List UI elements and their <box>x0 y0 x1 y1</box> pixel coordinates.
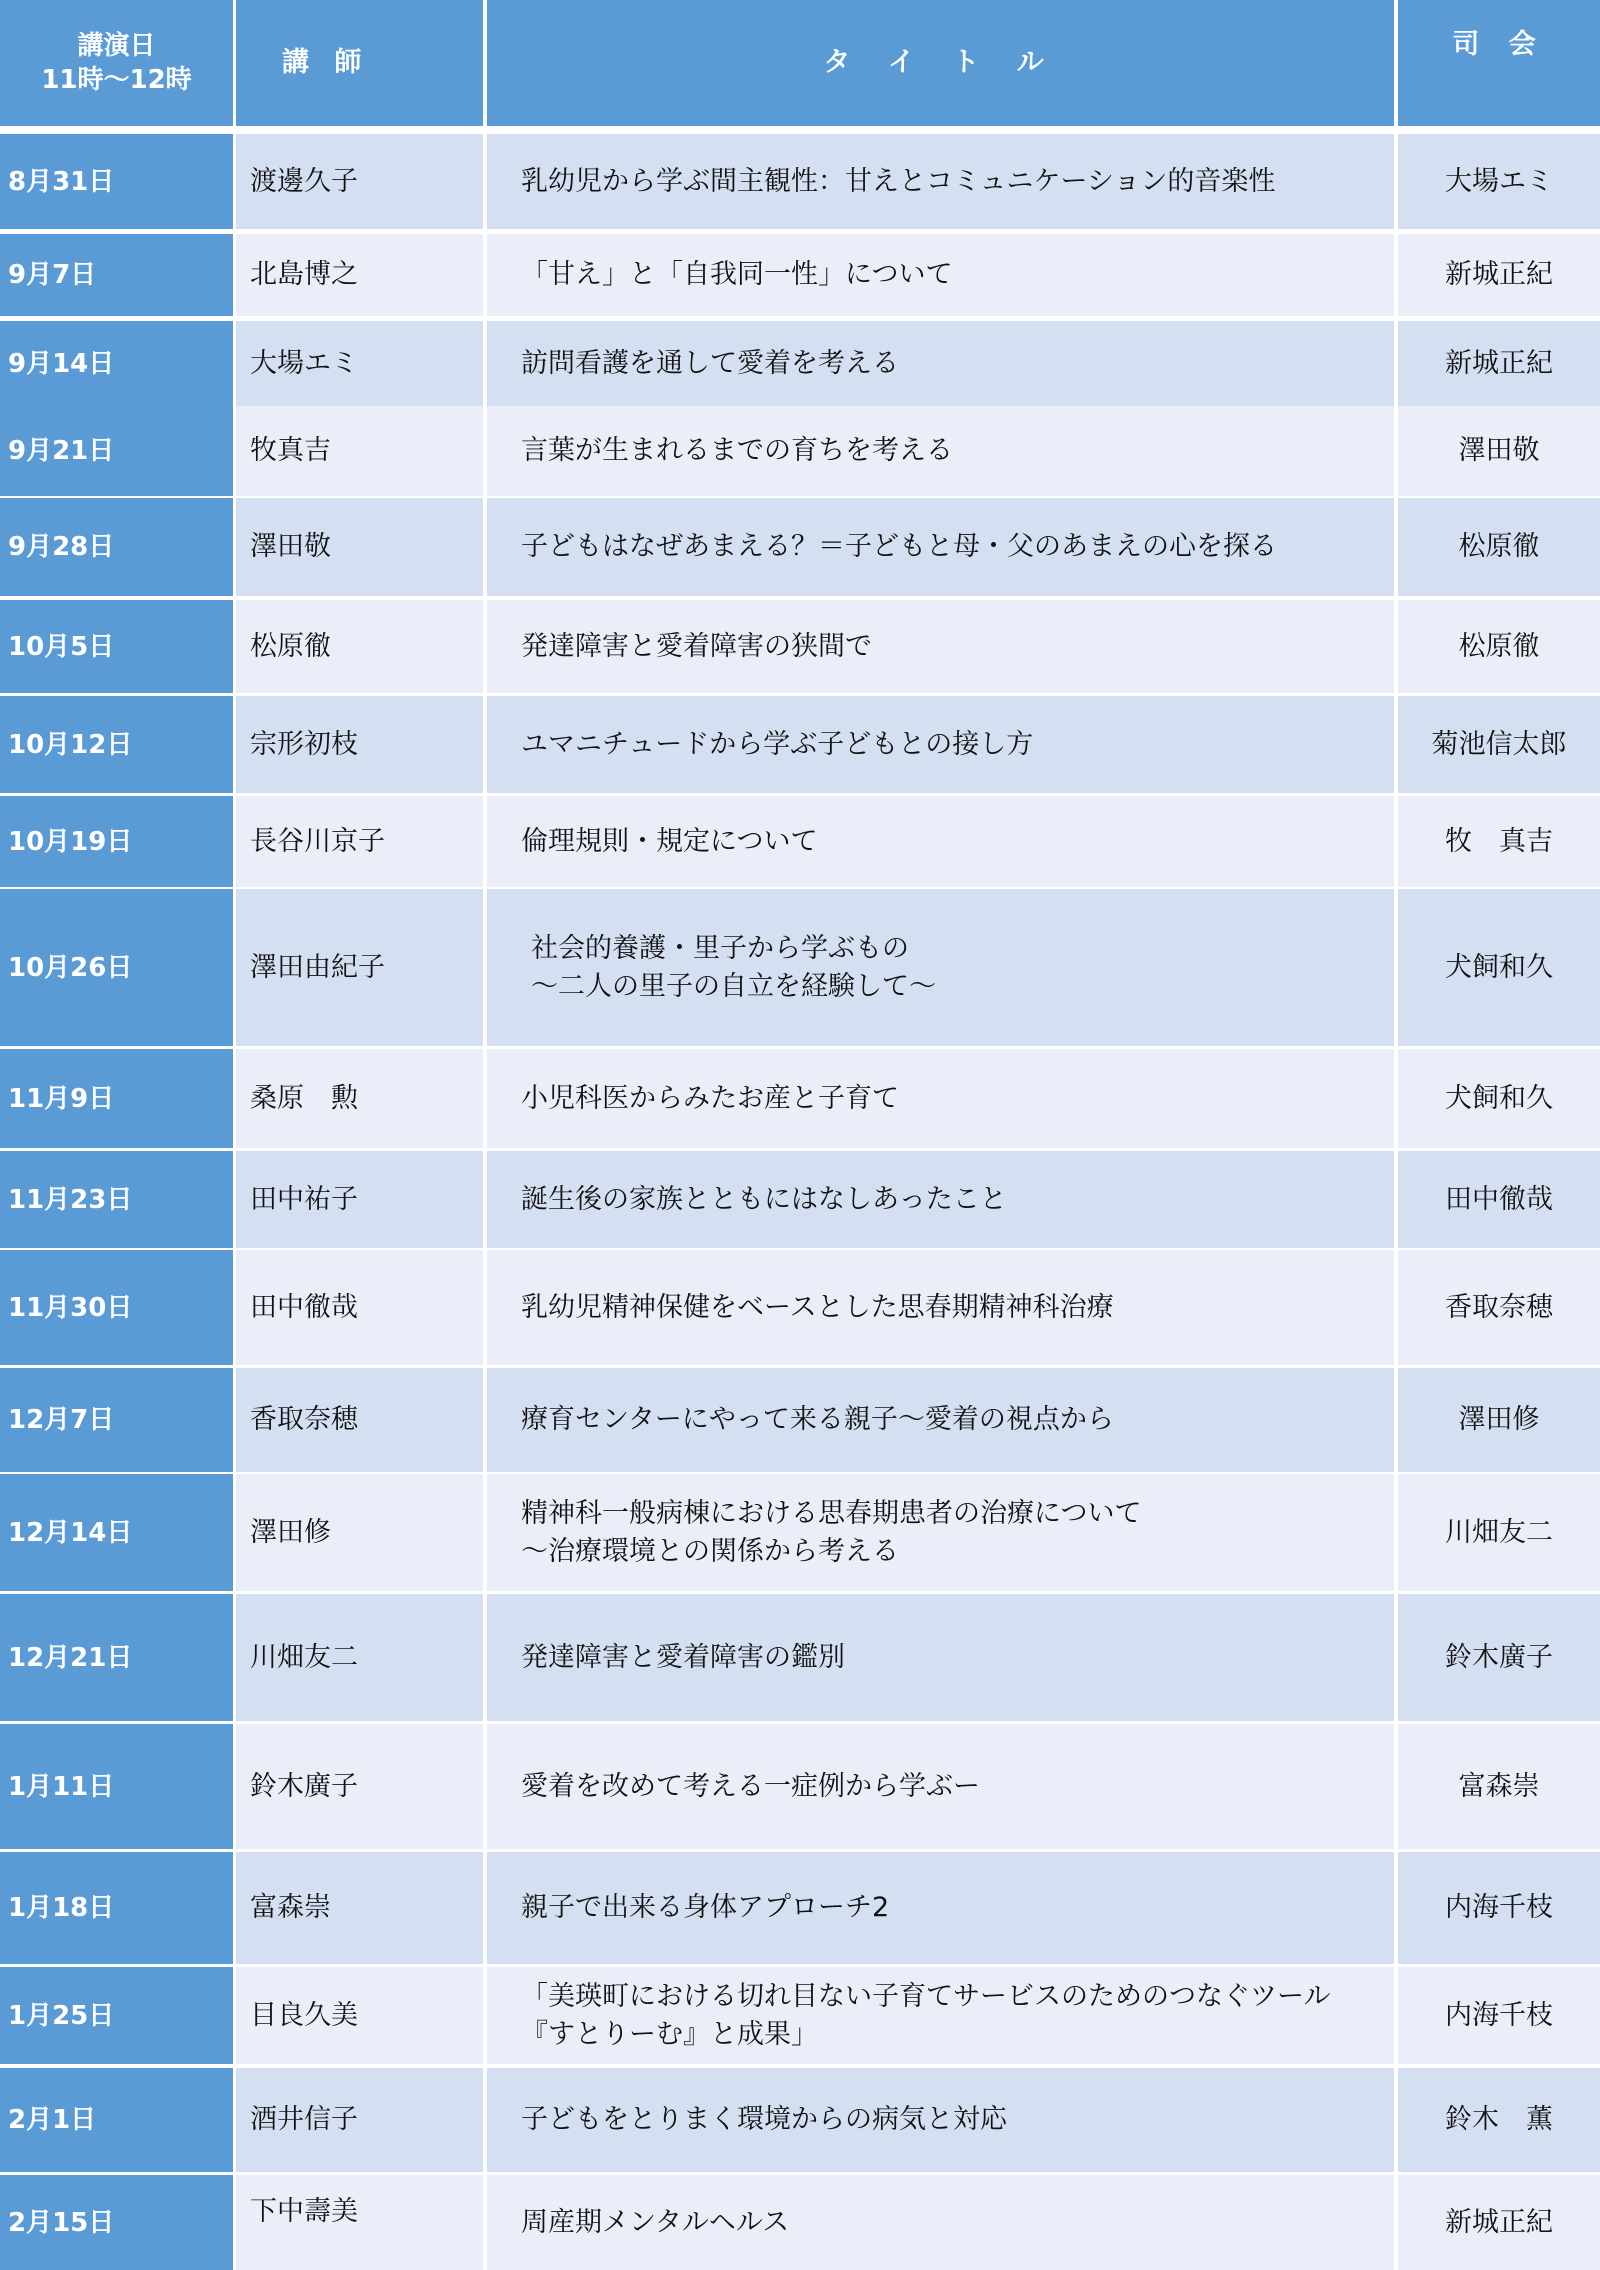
date-cell <box>0 1368 233 1472</box>
title-cell <box>487 1852 1394 1964</box>
title-cell-text: 「甘え」と「自我同一性」について <box>521 259 953 290</box>
date-cell-text: 10月19日 <box>8 826 133 857</box>
date-cell <box>0 1151 233 1248</box>
speaker-cell <box>236 796 483 887</box>
speaker-cell <box>236 1474 483 1591</box>
table-row <box>0 2175 1600 2270</box>
speaker-cell-text: 鈴木廣子 <box>250 1770 358 1802</box>
date-cell <box>0 1049 233 1148</box>
speaker-cell <box>236 321 483 406</box>
title-cell <box>487 134 1394 229</box>
title-cell-text: 言葉が生まれるまでの育ちを考える <box>521 435 953 466</box>
title-cell-text: 精神科一般病棟における思春期患者の治療について ～治療環境との関係から考える <box>521 1497 1142 1567</box>
speaker-cell-text: 渡邊久子 <box>250 165 358 197</box>
speaker-cell <box>236 1594 483 1721</box>
moderator-cell-text: 澤田修 <box>1458 1404 1540 1435</box>
title-cell <box>487 234 1394 316</box>
speaker-cell-text: 目良久美 <box>250 1999 358 2031</box>
moderator-cell <box>1398 498 1600 596</box>
moderator-cell <box>1398 600 1600 693</box>
title-cell <box>487 1724 1394 1849</box>
table-row <box>0 696 1600 793</box>
speaker-cell-text: 田中徹哉 <box>250 1291 358 1323</box>
table-row <box>0 600 1600 693</box>
table-row <box>0 134 1600 229</box>
title-cell-text: 倫理規則・規定について <box>521 825 818 857</box>
speaker-cell-text: 澤田敬 <box>250 531 331 562</box>
speaker-cell <box>236 1368 483 1472</box>
moderator-cell <box>1398 1151 1600 1248</box>
header-date <box>0 0 233 126</box>
table-row <box>0 1250 1600 1365</box>
speaker-cell <box>236 498 483 596</box>
table-row <box>0 234 1600 316</box>
date-cell <box>0 2068 233 2172</box>
date-cell-text: 9月21日 <box>8 436 115 466</box>
speaker-cell-text: 大場エミ <box>250 347 358 379</box>
date-cell <box>0 1724 233 1849</box>
date-cell-text: 10月12日 <box>8 729 133 760</box>
date-cell-text: 12月14日 <box>8 1517 133 1548</box>
moderator-cell-text: 鈴木廣子 <box>1445 1641 1553 1673</box>
title-cell-text: 療育センターにやって来る親子～愛着の視点から <box>521 1404 1114 1435</box>
moderator-cell <box>1398 1250 1600 1365</box>
moderator-cell-text: 大場エミ <box>1445 165 1553 197</box>
date-cell-text: 2月15日 <box>8 2207 115 2238</box>
speaker-cell-text: 酒井信子 <box>250 2104 358 2135</box>
table-row <box>0 406 1600 496</box>
date-cell-text: 1月25日 <box>8 2000 115 2031</box>
speaker-cell-text: 澤田由紀子 <box>250 951 385 983</box>
title-cell-text: 訪問看護を通して愛着を考える <box>521 347 899 379</box>
speaker-cell <box>236 1151 483 1248</box>
date-cell-text: 10月26日 <box>8 952 133 983</box>
date-cell-text: 12月7日 <box>8 1405 115 1435</box>
title-cell <box>487 1967 1394 2064</box>
speaker-cell <box>236 1724 483 1849</box>
title-cell-text: 小児科医からみたお産と子育て <box>521 1082 899 1114</box>
speaker-cell <box>236 1250 483 1365</box>
title-cell <box>487 498 1394 596</box>
title-cell <box>487 1151 1394 1248</box>
title-cell <box>487 2175 1394 2270</box>
moderator-cell-text: 松原徹 <box>1458 630 1540 662</box>
table-row <box>0 889 1600 1046</box>
moderator-cell <box>1398 1852 1600 1964</box>
moderator-cell-text: 新城正紀 <box>1445 259 1553 290</box>
table-row <box>0 321 1600 406</box>
moderator-cell <box>1398 1594 1600 1721</box>
table-row <box>0 498 1600 596</box>
moderator-cell <box>1398 796 1600 887</box>
speaker-cell <box>236 696 483 793</box>
table-row <box>0 1049 1600 1148</box>
table-row <box>0 1852 1600 1964</box>
title-cell-text: 「美瑛町における切れ目ない子育てサービスのためのつなぐツール 『すとりーむ』と成果」 <box>521 1980 1331 2050</box>
moderator-cell <box>1398 2175 1600 2270</box>
moderator-cell <box>1398 2068 1600 2172</box>
moderator-cell <box>1398 406 1600 496</box>
title-cell-text: 子どもをとりまく環境からの病気と対応 <box>521 2104 1007 2135</box>
moderator-cell <box>1398 321 1600 406</box>
date-cell-text: 11月30日 <box>8 1292 133 1323</box>
title-cell-text: 乳幼児精神保健をベースとした思春期精神科治療 <box>521 1291 1114 1323</box>
speaker-cell-text: 牧真吉 <box>250 435 331 466</box>
moderator-cell-text: 牧 真吉 <box>1445 825 1553 857</box>
moderator-cell-text: 内海千枝 <box>1445 1892 1553 1923</box>
speaker-cell-text: 下中壽美 <box>250 2196 358 2227</box>
date-cell <box>0 1967 233 2064</box>
speaker-cell-text: 川畑友二 <box>250 1641 358 1673</box>
title-cell-text: 周産期メンタルヘルス <box>521 2206 790 2238</box>
speaker-cell <box>236 1967 483 2064</box>
speaker-cell-text: 富森崇 <box>250 1892 331 1923</box>
speaker-cell-text: 北島博之 <box>250 259 358 290</box>
moderator-cell <box>1398 1967 1600 2064</box>
date-cell <box>0 234 233 316</box>
speaker-cell <box>236 1049 483 1148</box>
title-cell-text: ユマニチュードから学ぶ子どもとの接し方 <box>521 728 1034 760</box>
moderator-cell-text: 香取奈穂 <box>1445 1291 1553 1323</box>
title-cell <box>487 889 1394 1046</box>
date-cell <box>0 796 233 887</box>
header-moderator: 司 会 <box>1398 0 1600 126</box>
table-header <box>0 0 1600 126</box>
table-row <box>0 1368 1600 1472</box>
speaker-cell <box>236 2175 483 2270</box>
moderator-cell-text: 鈴木 薫 <box>1445 2104 1553 2135</box>
table-row <box>0 2068 1600 2172</box>
speaker-cell-text: 田中祐子 <box>250 1183 358 1215</box>
moderator-cell-text: 田中徹哉 <box>1445 1183 1553 1215</box>
moderator-cell <box>1398 134 1600 229</box>
title-cell-text: 誕生後の家族とともにはなしあったこと <box>521 1183 1007 1215</box>
speaker-cell-text: 宗形初枝 <box>250 728 358 760</box>
table-row <box>0 796 1600 887</box>
moderator-cell-text: 内海千枝 <box>1445 1999 1553 2031</box>
speaker-cell <box>236 2068 483 2172</box>
moderator-cell-text: 富森崇 <box>1458 1770 1540 1802</box>
date-cell <box>0 1474 233 1591</box>
speaker-cell-text: 長谷川京子 <box>250 825 385 857</box>
moderator-cell-text: 犬飼和久 <box>1445 1082 1553 1114</box>
moderator-cell-text: 川畑友二 <box>1445 1516 1553 1548</box>
date-cell <box>0 1852 233 1964</box>
date-cell-text: 9月28日 <box>8 532 115 562</box>
header-title: タ イ ト ル <box>487 0 1394 126</box>
date-cell <box>0 321 233 406</box>
title-cell <box>487 321 1394 406</box>
speaker-cell <box>236 889 483 1046</box>
date-cell-text: 12月21日 <box>8 1642 133 1673</box>
speaker-cell <box>236 406 483 496</box>
title-cell <box>487 1250 1394 1365</box>
table-row <box>0 1151 1600 1248</box>
moderator-cell <box>1398 1368 1600 1472</box>
speaker-cell <box>236 134 483 229</box>
date-cell-text: 11月9日 <box>8 1083 115 1114</box>
date-cell <box>0 406 233 496</box>
moderator-cell <box>1398 1049 1600 1148</box>
date-cell <box>0 134 233 229</box>
speaker-cell-text: 澤田修 <box>250 1516 331 1548</box>
moderator-cell-text: 菊池信太郎 <box>1431 728 1567 760</box>
moderator-cell-text: 犬飼和久 <box>1445 951 1553 983</box>
title-cell-text: 愛着を改めて考える一症例から学ぶー <box>521 1770 980 1802</box>
moderator-cell <box>1398 1724 1600 1849</box>
moderator-cell-text: 澤田敬 <box>1458 435 1540 466</box>
title-cell-text: 親子で出来る身体アプローチ2 <box>521 1892 890 1923</box>
date-cell <box>0 1250 233 1365</box>
speaker-cell-text: 松原徹 <box>250 630 331 662</box>
date-cell-text: 10月5日 <box>8 631 115 662</box>
date-cell <box>0 1594 233 1721</box>
date-cell-text: 9月7日 <box>8 260 97 290</box>
date-cell-text: 2月1日 <box>8 2105 97 2135</box>
moderator-cell <box>1398 1474 1600 1591</box>
title-cell <box>487 696 1394 793</box>
title-cell-text: 乳幼児から学ぶ間主観性：甘えとコミュニケーション的音楽性 <box>521 165 1276 197</box>
speaker-cell-text: 香取奈穂 <box>250 1404 358 1435</box>
title-cell <box>487 796 1394 887</box>
date-cell <box>0 2175 233 2270</box>
moderator-cell <box>1398 696 1600 793</box>
title-cell-text: 子どもはなぜあまえる？＝子どもと母・父のあまえの心を探る <box>521 531 1277 562</box>
table-row <box>0 1594 1600 1721</box>
title-cell <box>487 1368 1394 1472</box>
title-cell <box>487 1049 1394 1148</box>
speaker-cell <box>236 600 483 693</box>
table-row <box>0 1474 1600 1591</box>
title-cell <box>487 1474 1394 1591</box>
date-cell-text: 1月18日 <box>8 1893 115 1923</box>
title-cell <box>487 2068 1394 2172</box>
header-speaker: 講 師 <box>236 0 483 126</box>
table-row <box>0 1967 1600 2064</box>
date-cell <box>0 696 233 793</box>
title-cell <box>487 600 1394 693</box>
moderator-cell <box>1398 889 1600 1046</box>
title-cell <box>487 1594 1394 1721</box>
title-cell <box>487 406 1394 496</box>
speaker-cell <box>236 1852 483 1964</box>
speaker-cell-text: 桑原 勲 <box>250 1082 358 1114</box>
title-cell-text: 発達障害と愛着障害の狭間で <box>521 630 872 662</box>
date-cell-text: 1月11日 <box>8 1771 115 1802</box>
date-cell <box>0 889 233 1046</box>
title-cell-text: 社会的養護・里子から学ぶもの ～二人の里子の自立を経験して～ <box>531 932 936 1002</box>
moderator-cell-text: 新城正紀 <box>1445 2206 1553 2238</box>
date-cell <box>0 498 233 596</box>
moderator-cell-text: 松原徹 <box>1458 531 1540 562</box>
date-cell-text: 8月31日 <box>8 166 115 197</box>
moderator-cell <box>1398 234 1600 316</box>
date-cell <box>0 600 233 693</box>
table-row <box>0 1724 1600 1849</box>
header-time-label: 11時～12時 <box>41 65 192 95</box>
speaker-cell <box>236 234 483 316</box>
moderator-cell-text: 新城正紀 <box>1445 347 1553 379</box>
date-cell-text: 9月14日 <box>8 348 115 379</box>
date-cell-text: 11月23日 <box>8 1184 133 1215</box>
title-cell-text: 発達障害と愛着障害の鑑別 <box>521 1641 845 1673</box>
header-date-label: 講演日 <box>77 31 156 61</box>
